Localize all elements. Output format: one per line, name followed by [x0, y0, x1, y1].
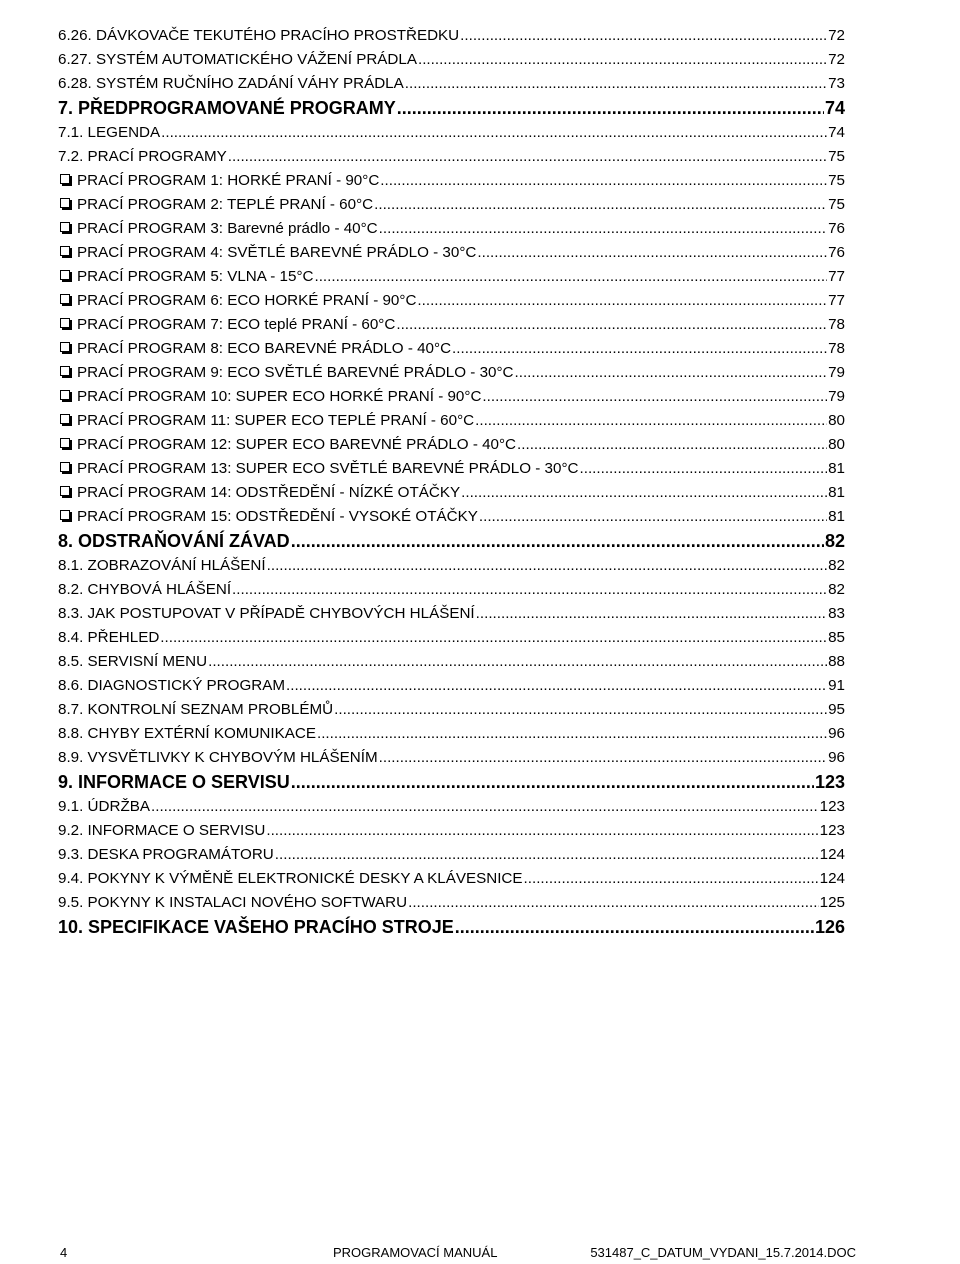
toc-entry-page: 77 [828, 292, 845, 309]
dot-leader [334, 698, 827, 722]
toc-entry-title: PRACÍ PROGRAM 3: Barevné prádlo - 40°C [77, 220, 378, 237]
toc-entry-title: 7. PŘEDPROGRAMOVANÉ PROGRAMY [58, 98, 396, 118]
toc-entry[interactable] [58, 867, 845, 891]
toc-entry-page: 125 [819, 894, 845, 911]
toc-entry-page: 126 [814, 917, 845, 937]
checkbox-bullet-icon [60, 294, 70, 304]
checkbox-bullet-icon [60, 198, 70, 208]
toc-entry[interactable] [58, 578, 845, 602]
dot-leader [379, 217, 827, 241]
toc-entry[interactable] [58, 385, 845, 409]
toc-entry-title: PRACÍ PROGRAM 13: SUPER ECO SVĚTLÉ BAREVNÉ PRÁDLO - 30°C [77, 460, 579, 477]
toc-entry[interactable] [58, 217, 845, 241]
toc-entry-title: 9.4. POKYNY K VÝMĚNĚ ELEKTRONICKÉ DESKY A KLÁVESNICE [58, 870, 523, 887]
toc-entry-page: 80 [828, 436, 845, 453]
toc-entry-page: 88 [828, 653, 845, 670]
toc-entry[interactable] [58, 722, 845, 746]
toc-entry-title: 8.3. JAK POSTUPOVAT V PŘÍPADĚ CHYBOVÝCH HLÁŠENÍ [58, 605, 475, 622]
toc-entry-page: 79 [828, 364, 845, 381]
dot-leader [161, 121, 827, 145]
toc-chapter-entry[interactable] [58, 96, 845, 121]
dot-leader [479, 505, 827, 529]
toc-entry-page: 75 [828, 172, 845, 189]
dot-leader [374, 193, 827, 217]
table-of-contents [58, 24, 845, 940]
toc-entry[interactable] [58, 650, 845, 674]
dot-leader [228, 145, 827, 169]
toc-entry-page: 72 [828, 27, 845, 44]
toc-entry[interactable] [58, 145, 845, 169]
toc-entry-page: 76 [828, 244, 845, 261]
dot-leader [314, 265, 827, 289]
toc-entry-title: 8.5. SERVISNÍ MENU [58, 653, 208, 670]
toc-entry[interactable] [58, 746, 845, 770]
toc-entry[interactable] [58, 674, 845, 698]
toc-entry-page: 83 [828, 605, 845, 622]
toc-entry-title: 8.1. ZOBRAZOVÁNÍ HLÁŠENÍ [58, 557, 266, 574]
toc-entry-page: 81 [828, 460, 845, 477]
toc-entry-title: 8. ODSTRAŇOVÁNÍ ZÁVAD [58, 531, 290, 551]
toc-entry-title: 6.26. DÁVKOVAČE TEKUTÉHO PRACÍHO PROSTŘEDKU [58, 27, 460, 44]
toc-entry-page: 74 [828, 124, 845, 141]
toc-entry-title: PRACÍ PROGRAM 1: HORKÉ PRANÍ - 90°C [77, 172, 380, 189]
toc-entry[interactable] [58, 241, 845, 265]
dot-leader [267, 554, 827, 578]
footer-manual-title: PROGRAMOVACÍ MANUÁL [333, 1245, 498, 1260]
toc-entry[interactable] [58, 457, 845, 481]
toc-entry[interactable] [58, 505, 845, 529]
toc-entry-title: 8.8. CHYBY EXTÉRNÍ KOMUNIKACE [58, 725, 316, 742]
dot-leader [266, 819, 818, 843]
toc-entry[interactable] [58, 337, 845, 361]
toc-chapter-entry[interactable] [58, 915, 845, 940]
dot-leader [408, 891, 819, 915]
dot-leader [160, 626, 827, 650]
toc-entry-page: 123 [814, 772, 845, 792]
toc-entry-page: 79 [828, 388, 845, 405]
checkbox-bullet-icon [60, 510, 70, 520]
toc-entry[interactable] [58, 843, 845, 867]
toc-entry-title: PRACÍ PROGRAM 8: ECO BAREVNÉ PRÁDLO - 40°C [77, 340, 452, 357]
dot-leader [517, 433, 827, 457]
toc-entry-page: 78 [828, 316, 845, 333]
toc-entry[interactable] [58, 72, 845, 96]
toc-entry-title: PRACÍ PROGRAM 2: TEPLÉ PRANÍ - 60°C [77, 196, 374, 213]
toc-entry-page: 85 [828, 629, 845, 646]
toc-entry-title: PRACÍ PROGRAM 14: ODSTŘEDĚNÍ - NÍZKÉ OTÁČKY [77, 484, 461, 501]
dot-leader [460, 24, 827, 48]
checkbox-bullet-icon [60, 270, 70, 280]
checkbox-bullet-icon [60, 342, 70, 352]
dot-leader [380, 169, 827, 193]
toc-entry[interactable] [58, 433, 845, 457]
checkbox-bullet-icon [60, 390, 70, 400]
toc-entry-page: 82 [828, 581, 845, 598]
checkbox-bullet-icon [60, 462, 70, 472]
dot-leader [379, 746, 827, 770]
checkbox-bullet-icon [60, 246, 70, 256]
toc-entry[interactable] [58, 121, 845, 145]
dot-leader [286, 674, 827, 698]
toc-entry-title: 8.7. KONTROLNÍ SEZNAM PROBLÉMŮ [58, 701, 334, 718]
toc-entry-page: 123 [819, 822, 845, 839]
dot-leader [418, 48, 827, 72]
dot-leader [580, 457, 828, 481]
toc-entry-page: 124 [819, 846, 845, 863]
toc-entry[interactable] [58, 891, 845, 915]
page-footer [0, 1244, 960, 1262]
toc-entry-title: PRACÍ PROGRAM 7: ECO teplé PRANÍ - 60°C [77, 316, 396, 333]
toc-entry-title: PRACÍ PROGRAM 10: SUPER ECO HORKÉ PRANÍ - 90°C [77, 388, 482, 405]
toc-entry-title: 7.2. PRACÍ PROGRAMY [58, 148, 227, 165]
toc-entry[interactable] [58, 361, 845, 385]
toc-entry[interactable] [58, 602, 845, 626]
dot-leader [317, 722, 827, 746]
dot-leader [515, 361, 828, 385]
toc-entry-page: 81 [828, 484, 845, 501]
toc-entry-title: 8.2. CHYBOVÁ HLÁŠENÍ [58, 581, 232, 598]
toc-entry-page: 124 [819, 870, 845, 887]
dot-leader [291, 770, 814, 795]
checkbox-bullet-icon [60, 486, 70, 496]
toc-entry-page: 75 [828, 196, 845, 213]
toc-entry-title: PRACÍ PROGRAM 4: SVĚTLÉ BAREVNÉ PRÁDLO - 30°C [77, 244, 477, 261]
toc-entry-title: 7.1. LEGENDA [58, 124, 161, 141]
footer-page-number: 4 [60, 1245, 68, 1260]
toc-chapter-entry[interactable] [58, 770, 845, 795]
toc-entry-page: 78 [828, 340, 845, 357]
dot-leader [232, 578, 827, 602]
toc-entry-page: 77 [828, 268, 845, 285]
toc-entry-title: PRACÍ PROGRAM 15: ODSTŘEDĚNÍ - VYSOKÉ OTÁČKY [77, 508, 478, 525]
dot-leader [405, 72, 827, 96]
toc-entry[interactable] [58, 48, 845, 72]
toc-entry-page: 81 [828, 508, 845, 525]
toc-entry-page: 74 [824, 98, 845, 118]
dot-leader [208, 650, 827, 674]
toc-entry-title: 8.4. PŘEHLED [58, 629, 160, 646]
dot-leader [475, 409, 827, 433]
checkbox-bullet-icon [60, 438, 70, 448]
dot-leader [524, 867, 819, 891]
toc-entry-title: PRACÍ PROGRAM 11: SUPER ECO TEPLÉ PRANÍ - 60°C [77, 412, 475, 429]
toc-entry-title: 9. INFORMACE O SERVISU [58, 772, 290, 792]
checkbox-bullet-icon [60, 318, 70, 328]
toc-entry-page: 80 [828, 412, 845, 429]
dot-leader [396, 313, 827, 337]
toc-entry-page: 95 [828, 701, 845, 718]
toc-chapter-entry[interactable] [58, 529, 845, 554]
toc-entry[interactable] [58, 24, 845, 48]
toc-entry[interactable] [58, 409, 845, 433]
toc-entry-page: 75 [828, 148, 845, 165]
toc-entry-page: 96 [828, 725, 845, 742]
toc-entry-title: 9.3. DESKA PROGRAMÁTORU [58, 846, 274, 863]
toc-entry-page: 73 [828, 75, 845, 92]
toc-entry-title: 8.9. VYSVĚTLIVKY K CHYBOVÝM HLÁŠENÍM [58, 749, 378, 766]
checkbox-bullet-icon [60, 222, 70, 232]
toc-entry-title: 9.1. ÚDRŽBA [58, 798, 150, 815]
toc-entry-title: 6.27. SYSTÉM AUTOMATICKÉHO VÁŽENÍ PRÁDLA [58, 51, 417, 68]
toc-entry[interactable] [58, 554, 845, 578]
toc-entry[interactable] [58, 193, 845, 217]
checkbox-bullet-icon [60, 366, 70, 376]
toc-entry-title: PRACÍ PROGRAM 12: SUPER ECO BAREVNÉ PRÁDLO - 40°C [77, 436, 517, 453]
toc-entry-page: 82 [828, 557, 845, 574]
dot-leader [455, 915, 814, 940]
toc-entry[interactable] [58, 819, 845, 843]
dot-leader [417, 289, 827, 313]
footer-document-id: 531487_C_DATUM_VYDANI_15.7.2014.DOC [590, 1245, 856, 1260]
toc-entry-page: 82 [824, 531, 845, 551]
toc-entry-page: 76 [828, 220, 845, 237]
toc-entry[interactable] [58, 481, 845, 505]
dot-leader [151, 795, 819, 819]
dot-leader [476, 602, 827, 626]
checkbox-bullet-icon [60, 174, 70, 184]
toc-entry-title: PRACÍ PROGRAM 9: ECO SVĚTLÉ BAREVNÉ PRÁDLO - 30°C [77, 364, 514, 381]
toc-entry[interactable] [58, 626, 845, 650]
dot-leader [477, 241, 827, 265]
toc-entry[interactable] [58, 169, 845, 193]
toc-entry-page: 123 [819, 798, 845, 815]
toc-entry[interactable] [58, 313, 845, 337]
toc-entry-title: PRACÍ PROGRAM 5: VLNA - 15°C [77, 268, 314, 285]
toc-entry[interactable] [58, 698, 845, 722]
toc-entry[interactable] [58, 289, 845, 313]
toc-entry-page: 96 [828, 749, 845, 766]
toc-entry-page: 91 [828, 677, 845, 694]
dot-leader [291, 529, 824, 554]
toc-entry-title: PRACÍ PROGRAM 6: ECO HORKÉ PRANÍ - 90°C [77, 292, 417, 309]
toc-entry[interactable] [58, 265, 845, 289]
checkbox-bullet-icon [60, 414, 70, 424]
toc-entry[interactable] [58, 795, 845, 819]
dot-leader [482, 385, 827, 409]
toc-entry-title: 8.6. DIAGNOSTICKÝ PROGRAM [58, 677, 286, 694]
dot-leader [452, 337, 827, 361]
toc-entry-title: 9.5. POKYNY K INSTALACI NOVÉHO SOFTWARU [58, 894, 408, 911]
toc-entry-title: 6.28. SYSTÉM RUČNÍHO ZADÁNÍ VÁHY PRÁDLA [58, 75, 404, 92]
dot-leader [461, 481, 827, 505]
toc-entry-title: 10. SPECIFIKACE VAŠEHO PRACÍHO STROJE [58, 917, 454, 937]
dot-leader [275, 843, 819, 867]
toc-entry-title: 9.2. INFORMACE O SERVISU [58, 822, 266, 839]
dot-leader [397, 96, 824, 121]
toc-entry-page: 72 [828, 51, 845, 68]
